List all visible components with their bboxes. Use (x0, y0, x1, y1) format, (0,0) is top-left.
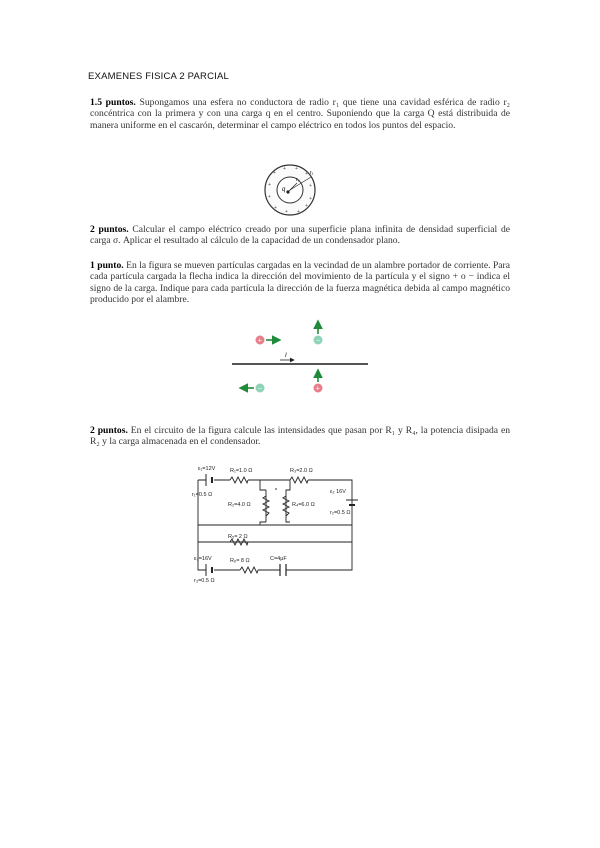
particle-bottom-left (240, 384, 265, 393)
svg-text:+: + (257, 337, 262, 345)
problem-1 (90, 97, 510, 131)
problem-3-text: En la figura se mueven partículas cargadas en la vecindad de un alambre portador de corriente. Para cada partícula cargada la flecha indica la dirección del movimiento de la partícula y el signo + o − indica el signo de la carga. Indique para cada partícula la dirección de la fuerza magnética debida al campo magnético producido por el alambre. (90, 260, 510, 305)
current-label: I (285, 353, 287, 359)
svg-text:+: + (305, 171, 308, 177)
label-R3: R₃=2.0 Ω (290, 468, 313, 474)
problem-2-points: 2 puntos. (90, 224, 129, 235)
particle-bottom-right (314, 370, 323, 393)
svg-text:+: + (285, 209, 288, 215)
label-r3: r₃=0.5 Ω (194, 578, 215, 584)
page-title: EXAMENES FISICA 2 PARCIAL (88, 71, 230, 82)
svg-text:+: + (297, 209, 300, 215)
circuit-figure (190, 460, 370, 585)
svg-text:+: + (305, 203, 308, 209)
problem-4-points: 2 puntos. (90, 425, 128, 436)
resistor-R1-icon (230, 477, 248, 483)
problem-2-text: Calcular el campo eléctrico creado por una superficie plana infinita de densidad superficial de carga σ. Aplicar el resultado al cálculo de la capacidad de un condensador plano. (90, 224, 511, 247)
particle-top-right (314, 321, 323, 345)
svg-text:+: + (283, 166, 286, 172)
battery-e3-icon (206, 564, 212, 576)
svg-text:+: + (273, 170, 276, 176)
r1-label: r₁ (310, 170, 314, 176)
label-R2: R₂=4.0 Ω (228, 502, 251, 508)
resistor-R3-icon (290, 477, 308, 483)
spherical-shell-figure (255, 160, 325, 220)
wire-particles-figure (230, 318, 370, 398)
problem-4 (90, 425, 510, 448)
problem-1-text: Supongamos una esfera no conductora de radio r₁ que tiene una cavidad esférica de radio r₂ concéntrica con la primera y con una carga q en el centro. Suponiendo que la carga Q está distribuida de manera uniforme en el cascarón, determinar el campo eléctrico en todos los puntos del espacio. (90, 97, 510, 131)
problem-4-text: En el circuito de la figura calcule las intensidades que pasan por R₁ y R₄, la potencia disipada en R₂ y la carga almacenada en el condensador. (90, 425, 510, 448)
particle-top-left (256, 336, 281, 345)
label-R1: R₁=1.0 Ω (230, 468, 253, 474)
problem-3-points: 1 punto. (90, 260, 124, 271)
svg-text:+: + (309, 196, 312, 202)
problem-3 (90, 260, 510, 305)
label-r2: r₂=0.5 Ω (330, 510, 351, 516)
battery-e1-icon (206, 474, 212, 486)
problem-1-points: 1.5 puntos. (90, 97, 136, 108)
label-C: C=4μF (270, 556, 287, 562)
label-R4: R₄=6.0 Ω (292, 502, 315, 508)
charge-label: q (282, 187, 286, 193)
svg-text:+: + (309, 183, 312, 189)
label-e1: ε₁=12V (198, 466, 216, 472)
svg-text:+: + (315, 385, 320, 393)
label-R6: R₆= 8 Ω (230, 558, 250, 564)
resistor-R6-icon (240, 567, 258, 573)
svg-text:−: − (258, 385, 263, 393)
label-e3: ε₃=16V (194, 556, 212, 562)
label-e2: ε₂ 16V (330, 489, 346, 495)
svg-text:+: + (268, 194, 271, 200)
label-r1: r₁=0.5 Ω (192, 492, 213, 498)
svg-text:+: + (295, 166, 298, 172)
svg-text:+: + (274, 205, 277, 211)
label-R5: R₅= 2 Ω (228, 534, 248, 540)
problem-2 (90, 224, 510, 247)
r2-label: r₂ (296, 177, 300, 183)
capacitor-icon (280, 564, 286, 576)
svg-text:+: + (268, 182, 271, 188)
svg-text:−: − (316, 337, 321, 345)
